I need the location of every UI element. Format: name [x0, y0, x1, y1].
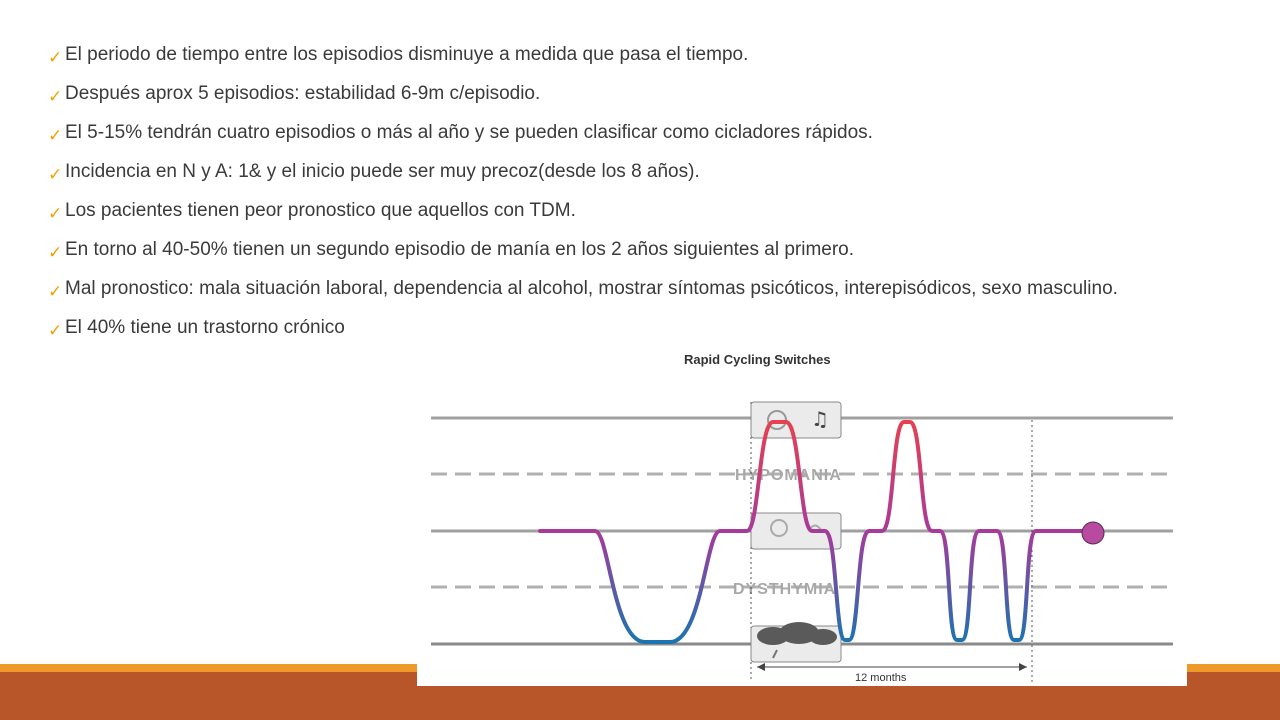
bullet-item: [48, 313, 1248, 343]
bullet-item: [48, 235, 1248, 265]
bullet-list: [48, 40, 1248, 352]
arrow-left-icon: [757, 663, 765, 671]
bullet-text: El periodo de tiempo entre los episodios disminuye a medida que pasa el tiempo.: [65, 44, 749, 65]
checkmark-icon: ✓: [48, 321, 63, 341]
bullet-text: Incidencia en N y A: 1& y el inicio puede ser muy precoz(desde los 8 años).: [65, 161, 700, 182]
checkmark-icon: ✓: [48, 165, 63, 185]
svg-text:♫: ♫: [811, 407, 829, 431]
bullet-item: [48, 40, 1248, 70]
hypomania-label: HYPOMANIA: [735, 467, 842, 484]
bullet-text: Mal pronostico: mala situación laboral, dependencia al alcohol, mostrar síntomas psicóticos, interepisódicos, sexo masculino.: [65, 278, 1118, 299]
bullet-text: El 5-15% tendrán cuatro episodios o más al año y se pueden clasificar como cicladores rápidos.: [65, 122, 873, 143]
storm-cloud-icon: [751, 622, 841, 662]
checkmark-icon: ✓: [48, 48, 63, 68]
bullet-item: [48, 79, 1248, 109]
bullet-item: [48, 157, 1248, 187]
checkmark-icon: ✓: [48, 243, 63, 263]
current-state-marker: [1082, 522, 1104, 544]
duration-label: 12 months: [855, 672, 907, 684]
checkmark-icon: ✓: [48, 126, 63, 146]
checkmark-icon: ✓: [48, 204, 63, 224]
rapid-cycling-figure: [417, 340, 1187, 686]
bullet-text: En torno al 40-50% tienen un segundo episodio de manía en los 2 años siguientes al primero.: [65, 239, 855, 260]
checkmark-icon: ✓: [48, 87, 63, 107]
bullet-text: Después aprox 5 episodios: estabilidad 6-9m c/episodio.: [65, 83, 541, 104]
bullet-text: Los pacientes tienen peor pronostico que aquellos con TDM.: [65, 200, 576, 221]
mood-chart: [417, 340, 1187, 686]
checkmark-icon: ✓: [48, 282, 63, 302]
bullet-item: [48, 118, 1248, 148]
bullet-item: [48, 274, 1248, 304]
arrow-right-icon: [1019, 663, 1027, 671]
bullet-item: [48, 196, 1248, 226]
figure-title: Rapid Cycling Switches: [684, 352, 831, 367]
bullet-text: El 40% tiene un trastorno crónico: [65, 317, 345, 338]
dysthymia-label: DYSTHYMIA: [733, 581, 837, 598]
